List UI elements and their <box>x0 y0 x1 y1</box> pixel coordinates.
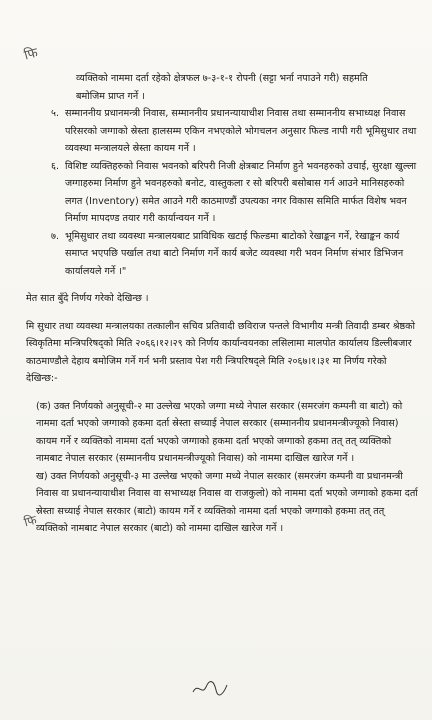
paragraph-kha: ख) उक्त निर्णयको अनुसूची-३ मा उल्लेख भएको जग्गा मध्ये नेपाल सरकार (समरजंग कम्पनी वा प्रधानमन्त्री निवास वा प्रधानन्यायाधीश निवास वा सभाध्यक्ष निवास वा राजकुलो) को नाममा दर्ता भएको जग्गाको हकमा दर्ता स्रेस्ता सच्याई नेपाल सरकार (बाटो) कायम गर्ने र व्यक्तिको नाममा दर्ता भएको जग्गाको हकमा तत् तत् व्यक्तिको नामबाट नेपाल सरकार (बाटो) को नाममा दाखिल खारेज गर्ने । <box>36 470 418 534</box>
item-text: भूमिसुधार तथा व्यवस्था मन्त्रालयबाट प्राविधिक खटाई फिल्डमा बाटोको रेखाङ्कन गर्ने, रेखाङ्कन कार्य समाप्त भएपछि पर्खाल तथा बाटो निर्माण गर्ने कार्य बजेट व्यवस्था गरी भवन निर्माण संभार डिभिजन कार्यालयले गर्ने ।" <box>65 230 404 277</box>
decision-summary: मेत सात बुँदे निर्णय गरेको देखिन्छ । <box>26 293 149 304</box>
line-area: व्यक्तिको नाममा दर्ता रहेको क्षेत्रफल ७-३-१-१ रोपनी (सट्टा भर्ना नपाउने गरी) सहमति <box>76 73 368 84</box>
item-number: ६. <box>51 160 60 172</box>
list-item-7 <box>26 228 418 281</box>
document-body <box>26 70 418 538</box>
paragraph-ka: (क) उक्त निर्णयको अनुसूची-२ मा उल्लेख भएको जग्गा मध्ये नेपाल सरकार (समरजंग कम्पनी वा बाटो) को नाममा दर्ता भएको जग्गाको हकमा दर्ता स्रेस्ता सच्याई नेपाल सरकार (सम्माननीय प्रधानमन्त्रीज्यूको निवास) कायम गर्ने र व्यक्तिको नाममा दर्ता भएको जग्गाको हकमा दर्ता भएको जग्गाको हकमा तत् तत् व्यक्तिको नामबाट नेपाल सरकार (सम्माननीय प्रधानमन्त्रीज्यूको निवास) को नाममा दाखिल खारेज गर्ने । <box>36 400 403 464</box>
list-item-5 <box>26 105 418 158</box>
item-number: ५. <box>51 108 60 119</box>
item-number: ७. <box>51 230 60 242</box>
item-text: विशिष्ट व्यक्तिहरुको निवास भवनको बरिपरी निजी क्षेत्रबाट निर्माण हुने भवनहरुको उचाई, सुरक्षा खुल्ला जग्गाहरुमा निर्माण हुने भवनहरुको बनोट, वास्तुकला र सो बरिपरी बसोबास गर्न आउने मानिसहरुको लगत (Inventory) समेत आउने गरी काठमाण्डौं उपत्यका नगर विकास समिति मार्फत विशेष भवन निर्माण मापदण्ड तयार गरी कार्यान्वयन गर्ने । <box>65 160 417 224</box>
handwritten-initial-top: फि <box>22 45 40 64</box>
line-approval: बमोजिम प्राप्त गर्ने । <box>76 90 145 102</box>
handwritten-initial-side: फि <box>22 512 39 530</box>
item-text: सम्माननीय प्रधानमन्त्री निवास, सम्माननीय प्रधानन्यायाधीश निवास तथा सम्माननीय सभाध्यक्ष निवास परिसरको जग्गाको स्रेस्ता हालसम्म एकिन नभएकोले भोगचलन अनुसार फिल्ड नापी गरी भूमिसुधार तथा व्यवस्था मन्त्रालयले स्रेस्ता कायम गर्ने । <box>65 108 417 154</box>
signature-scribble <box>190 678 230 700</box>
list-item-6 <box>26 158 418 228</box>
paragraph-proposal: मि सुधार तथा व्यवस्था मन्त्रालयका तत्कालीन सचिव प्रतिवादी छविराज पन्तले विभागीय मन्त्री तिवादी डम्बर श्रेष्ठको स्विकृतिमा मन्त्रिपरिषद्को मिति २०६६।१२।२९ को निर्णय कार्यान्वयनका लसिलामा मालपोत कार्यालय डिल्लीबजार काठमाण्डौले देहाय बमोजिम गर्ने गर्न भनी प्रस्ताव पेश गरी न्त्रिपरिषद्ले मिति २०६७।१।३१ मा निर्णय गरेको देखिन्छ:- <box>26 320 415 384</box>
